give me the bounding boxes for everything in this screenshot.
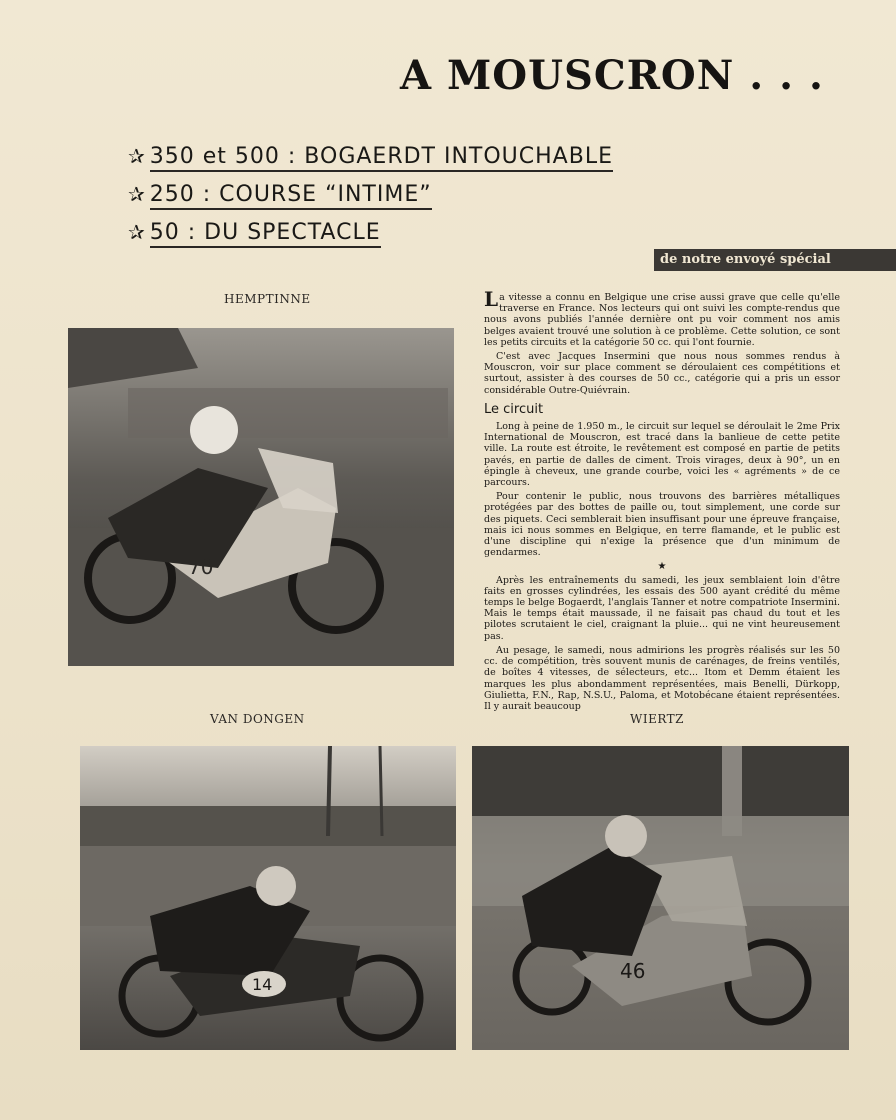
star-icon: ✰ [128, 144, 146, 168]
headline-text: 350 et 500 : BOGAERDT INTOUCHABLE [150, 144, 613, 172]
headline-text: 50 : DU SPECTACLE [150, 220, 381, 248]
photo-wiertz [472, 746, 849, 1050]
article-paragraph: La vitesse a connu en Belgique une crise aussi grave que celle qu'elle traverse en France. Nos lecteurs qui ont suivi les compte-rendus que nous avons publiés l'année dernière ont pu voir comment nos amis belges avaient trouvé une solution à ce problème. Cette solution, ce sont les petits circuits et la catégorie 50 cc. qui l'ont fournie. [484, 287, 840, 348]
article-paragraph: Pour contenir le public, nous trouvons des barrières métalliques protégées par des bottes de paille ou, tout simplement, une corde sur des piquets. Ceci semblerait bien insuffisant pour une épreuve française, mais ici nous sommes en Belgique, en terre flamande, et le public est d'une discipline qui n'exige la présence que d'un minimum de gendarmes. [484, 491, 840, 559]
article-column [484, 287, 840, 715]
article-paragraph: C'est avec Jacques Insermini que nous nous sommes rendus à Mouscron, voir sur place comment se déroulaient ces compétitions et surtout, assister à des courses de 50 cc., catégorie qui a pris un essor considérable Outre-Quiévrain. [484, 351, 840, 396]
star-icon: ✰ [128, 220, 146, 244]
byline-banner: de notre envoyé spécial [654, 249, 896, 271]
article-paragraph: Long à peine de 1.950 m., le circuit sur lequel se déroulait le 2me Prix International de Mouscron, est tracé dans la banlieue de cette petite ville. La route est étroite, le revêtement est composé en partie de petits pavés, en partie de dalles de ciment. Trois virages, deux à 90°, un en épingle à cheveux, une grande courbe, voici les « agréments » de ce parcours. [484, 421, 840, 489]
section-heading: Le circuit [484, 401, 544, 417]
photo-van-dongen [80, 746, 456, 1050]
headline-2 [128, 182, 432, 207]
headline-3 [128, 220, 381, 245]
page-title: A MOUSCRON . . . [400, 52, 824, 99]
photo-hemptinne [68, 328, 454, 666]
article-paragraph: Après les entraînements du samedi, les jeux semblaient loin d'être faits en grosses cylindrées, les essais des 500 ayant crédité du même temps le belge Bogaerdt, l'anglais Tanner et notre compatriote Insermini. Mais le temps était maussade, il ne faisait pas chaud du tout et les pilotes scrutaient le ciel, craignant la pluie... qui ne vint heureusement pas. [484, 574, 840, 642]
race-number: 70 [188, 555, 214, 579]
photo-caption-3: WIERTZ [630, 712, 684, 726]
star-icon: ✰ [128, 182, 146, 206]
photo-caption-1: HEMPTINNE [224, 292, 311, 306]
photo-caption-2: VAN DONGEN [210, 712, 305, 726]
race-number: 46 [620, 959, 646, 983]
drop-cap: L [484, 287, 499, 311]
headline-1 [128, 144, 613, 169]
article-paragraph: Au pesage, le samedi, nous admirions les progrès réalisés sur les 50 cc. de compétition, très souvent munis de carénages, de freins ventilés, de boîtes 4 vitesses, de sélecteurs, etc... Itom et Demm étaient les marques les plus abondamment représentées, mais Benelli, Dürkopp, Giulietta, F.N., Rap, N.S.U., Paloma, et Motobécane étaient représentées. Il y aurait beaucoup [484, 644, 840, 712]
star-separator-icon: ★ [657, 561, 667, 573]
race-number: 14 [252, 975, 273, 994]
headline-text: 250 : COURSE “INTIME” [150, 182, 432, 210]
